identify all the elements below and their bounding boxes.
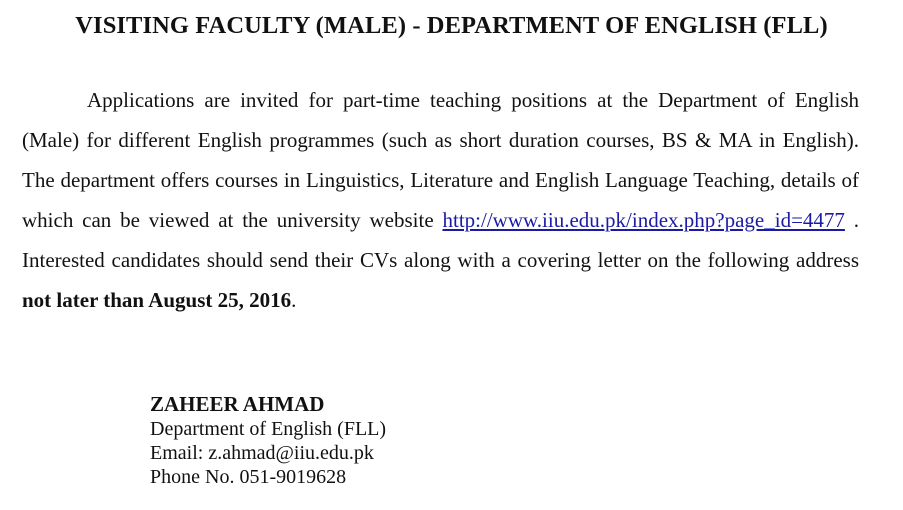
- paragraph-closing-text: .: [291, 288, 297, 312]
- paragraph-intro-text: Applications are invited for part-time teaching positions at the Department of English (Male) for different English programmes (such as short duration courses, BS & MA in English). The department offers courses in Linguistics, Literature and English Language Teaching, details of which can be viewed at the university website: [22, 88, 859, 232]
- university-website-link[interactable]: http://www.iiu.edu.pk/index.php?page_id=4477: [442, 208, 845, 232]
- page-title: VISITING FACULTY (MALE) - DEPARTMENT OF ENGLISH (FLL): [75, 12, 828, 39]
- contact-phone: Phone No. 051-9019628: [150, 466, 347, 488]
- paragraph-instructions-text: . Interested candidates should send their CVs along with a covering letter on the following address: [22, 208, 860, 272]
- notice-paragraph: [22, 80, 859, 320]
- contact-name: ZAHEER AHMAD: [150, 392, 325, 416]
- contact-email: Email: z.ahmad@iiu.edu.pk: [150, 442, 374, 464]
- contact-block: [150, 391, 386, 489]
- contact-department: Department of English (FLL): [150, 418, 387, 440]
- deadline-text: not later than August 25, 2016: [22, 288, 292, 312]
